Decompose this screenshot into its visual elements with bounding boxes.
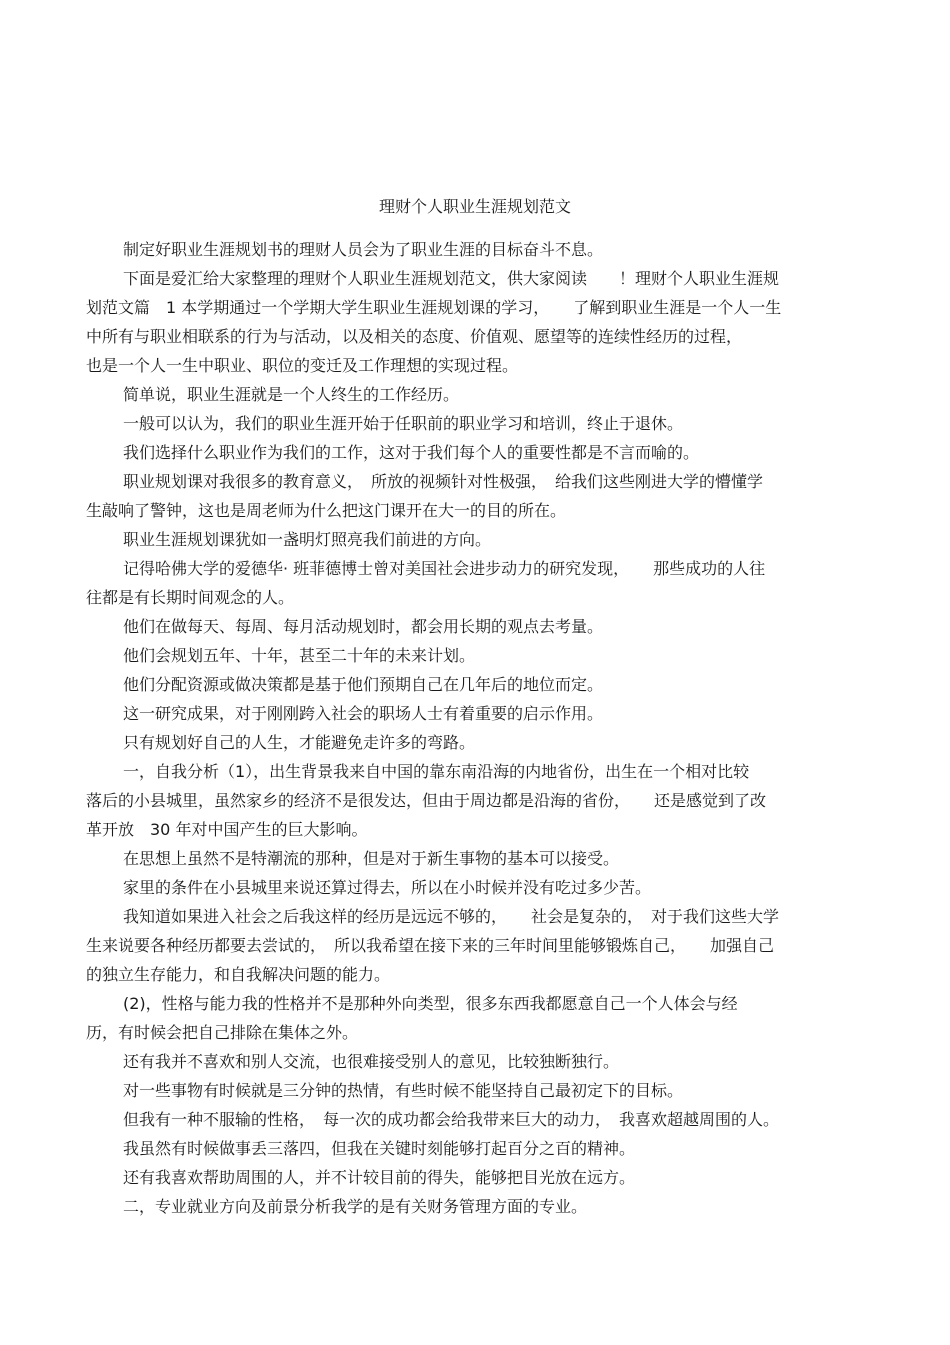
text-line: 历，有时候会把自己排除在集体之外。: [86, 1023, 359, 1042]
text-line: 生敲响了警钟，这也是周老师为什么把这门课开在大一的目的所在。: [86, 501, 567, 520]
text-line: 革开放 30 年对中国产生的巨大影响。: [86, 820, 368, 839]
text-line: 对一些事物有时候就是三分钟的热情，有些时候不能坚持自己最初定下的目标。: [123, 1081, 684, 1100]
text-line: 也是一个人一生中职业、职位的变迁及工作理想的实现过程。: [86, 356, 519, 375]
document-title: 理财个人职业生涯规划范文: [378, 197, 571, 216]
text-line: (2)，性格与能力我的性格并不是那种外向类型，很多东西我都愿意自己一个人体会与经: [123, 994, 738, 1013]
text-line: 还有我喜欢帮助周围的人，并不计较目前的得失，能够把目光放在远方。: [123, 1168, 636, 1187]
text-line: 记得哈佛大学的爱德华· 班菲德博士曾对美国社会进步动力的研究发现， 那些成功的人往: [123, 559, 766, 578]
text-line: 划范文篇 1 本学期通过一个学期大学生职业生涯规划课的学习， 了解到职业生涯是一个人一生: [86, 298, 782, 317]
text-line: 简单说，职业生涯就是一个人终生的工作经历。: [123, 385, 460, 404]
text-line: 但我有一种不服输的性格， 每一次的成功都会给我带来巨大的动力， 我喜欢超越周围的人。: [123, 1110, 780, 1129]
text-line: 家里的条件在小县城里来说还算过得去，所以在小时候并没有吃过多少苦。: [123, 878, 652, 897]
text-line: 这一研究成果，对于刚刚跨入社会的职场人士有着重要的启示作用。: [123, 704, 604, 723]
text-line: 他们会规划五年、十年，甚至二十年的未来计划。: [123, 646, 476, 665]
text-line: 只有规划好自己的人生，才能避免走许多的弯路。: [123, 733, 476, 752]
text-line: 我知道如果进入社会之后我这样的经历是远远不够的， 社会是复杂的， 对于我们这些大学: [123, 907, 780, 926]
text-line: 一，自我分析（1），出生背景我来自中国的靠东南沿海的内地省份，出生在一个相对比较: [123, 762, 750, 781]
text-line: 往都是有长期时间观念的人。: [86, 588, 295, 607]
text-line: 职业规划课对我很多的教育意义， 所放的视频针对性极强， 给我们这些刚进大学的懵懂学: [123, 472, 764, 491]
text-line: 的独立生存能力，和自我解决问题的能力。: [86, 965, 391, 984]
text-line: 他们分配资源或做决策都是基于他们预期自己在几年后的地位而定。: [123, 675, 604, 694]
text-line: 落后的小县城里，虽然家乡的经济不是很发达，但由于周边都是沿海的省份， 还是感觉到了改: [86, 791, 767, 810]
text-line: 还有我并不喜欢和别人交流，也很难接受别人的意见，比较独断独行。: [123, 1052, 620, 1071]
text-line: 下面是爱汇给大家整理的理财个人职业生涯规划范文，供大家阅读 ！理财个人职业生涯规: [123, 269, 780, 288]
text-line: 他们在做每天、每周、每月活动规划时，都会用长期的观点去考量。: [123, 617, 604, 636]
text-line: 在思想上虽然不是特潮流的那种，但是对于新生事物的基本可以接受。: [123, 849, 620, 868]
text-line: 生来说要各种经历都要去尝试的， 所以我希望在接下来的三年时间里能够锻炼自己， 加强自己: [86, 936, 775, 955]
text-line: 一般可以认为，我们的职业生涯开始于任职前的职业学习和培训，终止于退休。: [123, 414, 684, 433]
text-line: 我虽然有时候做事丢三落四，但我在关键时刻能够打起百分之百的精神。: [123, 1139, 636, 1158]
text-line: 制定好职业生涯规划书的理财人员会为了职业生涯的目标奋斗不息。: [123, 240, 604, 259]
text-line: 中所有与职业相联系的行为与活动，以及相关的态度、价值观、愿望等的连续性经历的过程，: [86, 327, 743, 346]
text-line: 二，专业就业方向及前景分析我学的是有关财务管理方面的专业。: [123, 1197, 588, 1216]
text-line: 我们选择什么职业作为我们的工作，这对于我们每个人的重要性都是不言而喻的。: [123, 443, 700, 462]
text-line: 职业生涯规划课犹如一盏明灯照亮我们前进的方向。: [123, 530, 492, 549]
